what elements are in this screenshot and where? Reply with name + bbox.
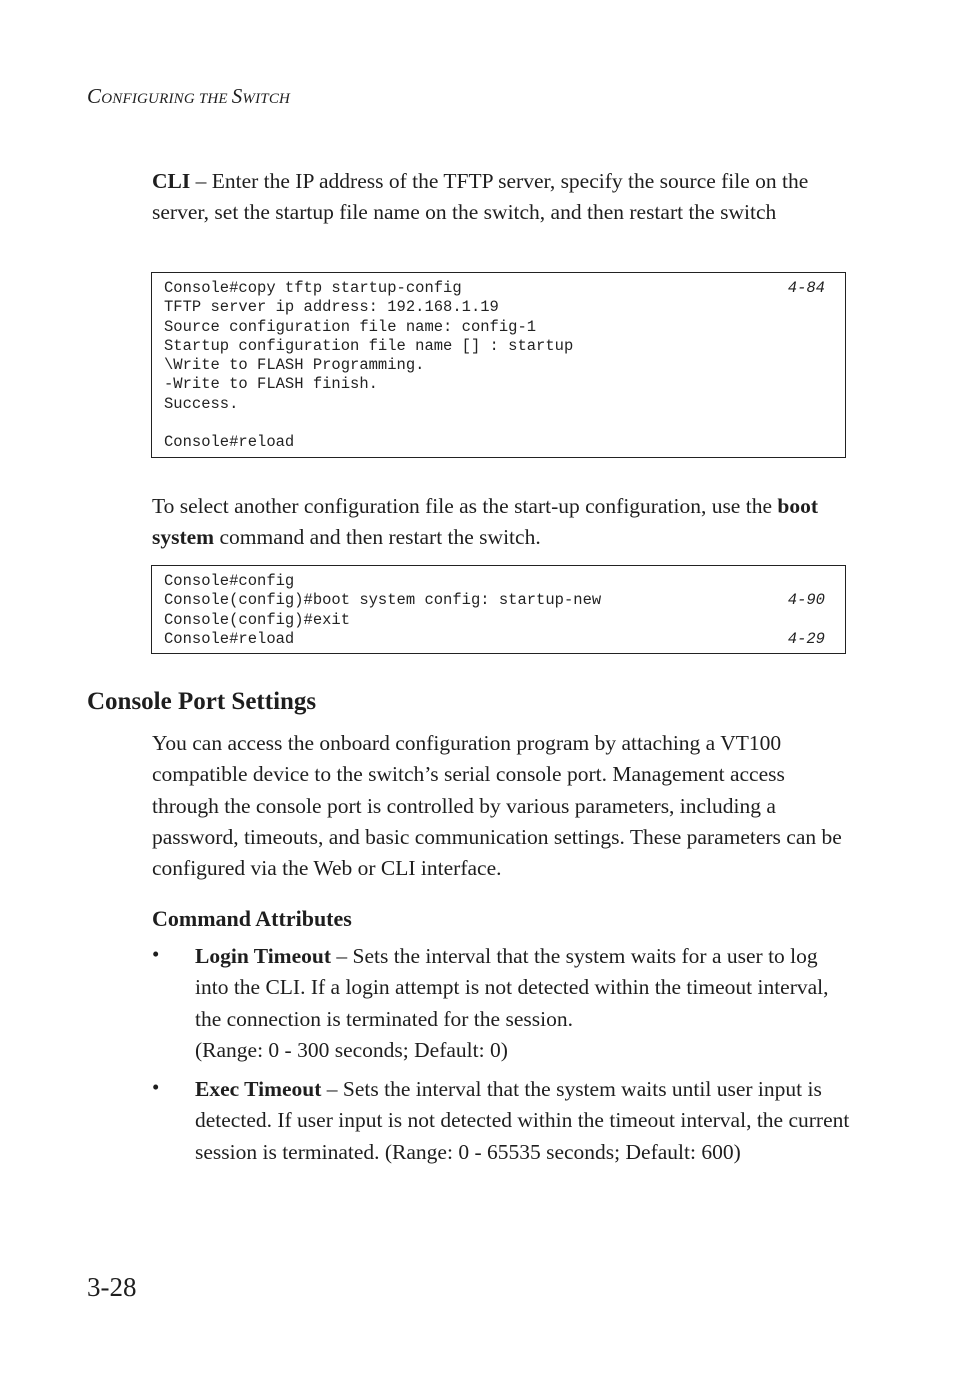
bullet-marker: • (152, 942, 160, 966)
code-line: -Write to FLASH finish. (164, 375, 378, 394)
code-line: Console#config (164, 572, 295, 590)
command-reference: 4-84 (787, 279, 825, 297)
list-item-exec-timeout: Exec Timeout – Sets the interval that the system waits until user input is detected. If user input is not detected within the timeout interval, the current session is terminated. (Range: 0 - 65535 seconds; Default: 600) (195, 1077, 850, 1164)
code-line-blank (164, 414, 845, 433)
cli-intro-paragraph: CLI – Enter the IP address of the TFTP server, specify the source file on the server, set the startup file name on the switch, and then restart the switch (152, 169, 809, 225)
code-line: Console#reload 4-29 (164, 629, 825, 648)
code-line: Console#copy tftp startup-config 4-84 (164, 279, 825, 297)
code-line: Success. (164, 394, 239, 413)
cli-label: CLI (152, 169, 191, 193)
code-line: Console(config)#boot system config: startup-new 4-90 (164, 591, 825, 610)
code-line: TFTP server ip address: 192.168.1.19 (164, 298, 499, 317)
list-item-login-timeout: Login Timeout – Sets the interval that the system waits for a user to log into the CLI. If a login attempt is not detected within the timeout interval, the connection is terminated for the session. (Range: 0 - 300 seconds; Default: 0) (195, 944, 829, 1062)
boot-system-paragraph: To select another configuration file as the start-up configuration, use the boot system command and then restart the switch. (152, 494, 818, 550)
bullet-marker: • (152, 1075, 160, 1099)
command-attributes-heading: Command Attributes (152, 906, 352, 931)
code-block-copy-tftp (151, 272, 846, 458)
code-block-boot-system (151, 565, 846, 654)
code-line: Source configuration file name: config-1 (164, 317, 537, 336)
section-body-paragraph: You can access the onboard configuration program by attaching a VT100 compatible device to the switch’s serial console port. Management access through the console port is controlled by various parameters, including a password, timeouts, and basic communication settings. These parameters can be configured via the Web or CLI interface. (152, 731, 842, 881)
code-line: Startup configuration file name [] : startup (164, 336, 574, 355)
running-header: CONFIGURING THE SWITCH (87, 84, 291, 108)
command-reference: 4-90 (787, 591, 825, 610)
page-number: 3-28 (87, 1272, 137, 1302)
code-line: \Write to FLASH Programming. (164, 356, 425, 375)
command-reference: 4-29 (787, 629, 825, 648)
code-line: Console#reload (164, 433, 295, 452)
code-line: Console(config)#exit (164, 610, 351, 629)
section-heading: Console Port Settings (87, 688, 317, 715)
